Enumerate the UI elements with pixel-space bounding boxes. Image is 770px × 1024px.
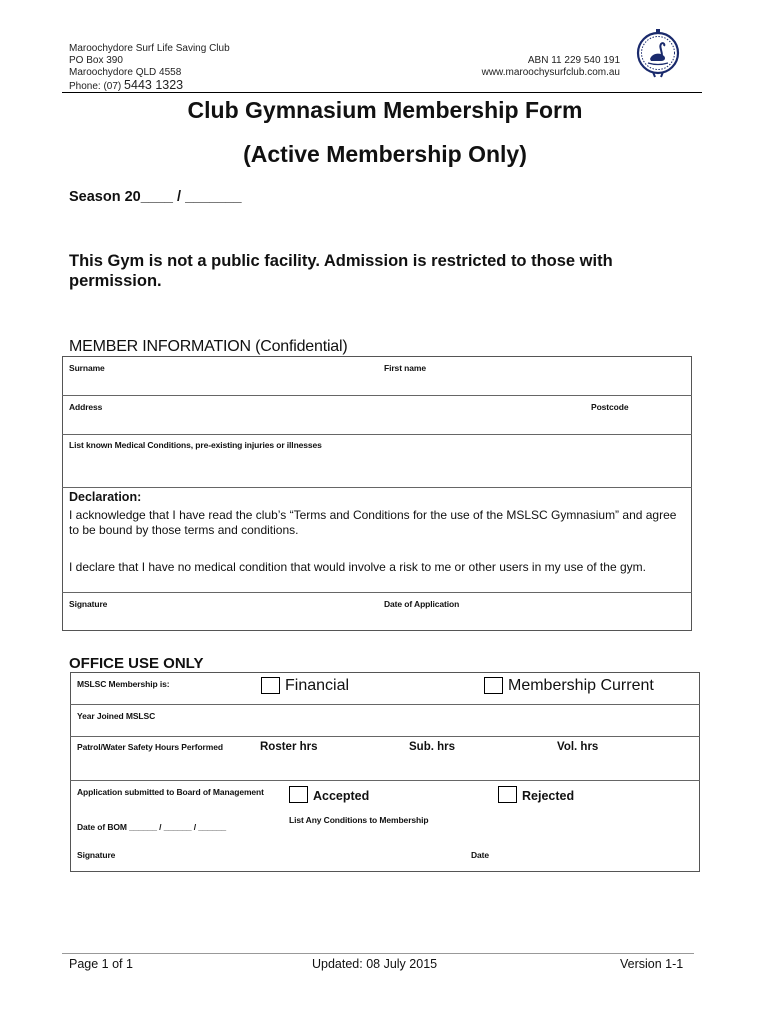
- admission-notice: This Gym is not a public facility. Admission is restricted to those with permission.: [69, 252, 613, 290]
- declaration-text-2: I declare that I have no medical condition that would involve a risk to me or other users in my use of the gym.: [69, 560, 646, 574]
- declaration-heading: Declaration:: [69, 490, 142, 504]
- address-field[interactable]: Address: [69, 402, 103, 412]
- office-use-table: [70, 672, 700, 872]
- sub-hrs-field[interactable]: Sub. hrs: [409, 741, 456, 753]
- suburb: Maroochydore QLD 4558: [69, 67, 182, 78]
- rejected-checkbox[interactable]: [498, 786, 517, 803]
- member-signature-field[interactable]: Signature: [69, 599, 108, 609]
- row-divider: [62, 487, 692, 488]
- row-divider: [70, 736, 700, 737]
- form-title: Club Gymnasium Membership Form: [187, 97, 583, 123]
- member-info-heading: MEMBER INFORMATION (Confidential): [69, 338, 348, 355]
- membership-current-checkbox[interactable]: [484, 677, 503, 694]
- letterhead-right: [420, 55, 620, 79]
- date-of-application-field[interactable]: Date of Application: [384, 599, 460, 609]
- year-joined-field[interactable]: Year Joined MSLSC: [77, 711, 156, 721]
- financial-label: Financial: [285, 677, 350, 694]
- application-submitted-label: Application submitted to Board of Management: [77, 787, 264, 797]
- version: Version 1-1: [620, 957, 684, 971]
- first-name-field[interactable]: First name: [384, 363, 426, 373]
- financial-checkbox[interactable]: [261, 677, 280, 694]
- member-info-table: [62, 356, 692, 631]
- po-box: PO Box 390: [69, 55, 123, 66]
- club-logo: [632, 26, 684, 78]
- updated-date: Updated: 08 July 2015: [312, 957, 438, 971]
- patrol-hours-label: Patrol/Water Safety Hours Performed: [77, 742, 223, 752]
- membership-current-label: Membership Current: [508, 677, 654, 694]
- org-name: Maroochydore Surf Life Saving Club: [69, 43, 230, 54]
- header-divider: [62, 92, 702, 93]
- vol-hrs-field[interactable]: Vol. hrs: [557, 741, 599, 753]
- row-divider: [62, 592, 692, 593]
- page-number: Page 1 of 1: [69, 957, 133, 971]
- office-signature-field[interactable]: Signature: [77, 850, 116, 860]
- phone: [69, 79, 230, 93]
- accepted-checkbox[interactable]: [289, 786, 308, 803]
- row-divider: [62, 395, 692, 396]
- membership-is-label: MSLSC Membership is:: [77, 679, 170, 689]
- footer-divider: [62, 953, 694, 954]
- office-date-field[interactable]: Date: [471, 850, 490, 860]
- accepted-label: Accepted: [313, 789, 370, 803]
- date-of-bom-field[interactable]: Date of BOM ______ / ______ / ______: [77, 822, 227, 832]
- postcode-field[interactable]: Postcode: [591, 402, 629, 412]
- conditions-field[interactable]: List Any Conditions to Membership: [289, 815, 429, 825]
- website: www.maroochysurfclub.com.au: [481, 67, 620, 78]
- row-divider: [70, 704, 700, 705]
- rejected-label: Rejected: [522, 789, 575, 803]
- form-subtitle: (Active Membership Only): [243, 141, 527, 167]
- phone-number: 5443 1323: [124, 78, 184, 92]
- roster-hrs-field[interactable]: Roster hrs: [260, 741, 318, 753]
- row-divider: [62, 434, 692, 435]
- office-use-heading: OFFICE USE ONLY: [69, 655, 204, 672]
- letterhead-left: [69, 43, 230, 93]
- medical-conditions-field[interactable]: List known Medical Conditions, pre-existing injuries or illnesses: [69, 440, 322, 450]
- row-divider: [70, 780, 700, 781]
- declaration-text-1: I acknowledge that I have read the club’s “Terms and Conditions for the use of the MSLSC Gymnasium” and agree to be bound by those terms and conditions.: [69, 508, 677, 537]
- phone-prefix: Phone: (07): [69, 81, 125, 92]
- surname-field[interactable]: Surname: [69, 363, 105, 373]
- abn: ABN 11 229 540 191: [527, 55, 620, 66]
- season-field[interactable]: Season 20____ / _______: [69, 189, 242, 205]
